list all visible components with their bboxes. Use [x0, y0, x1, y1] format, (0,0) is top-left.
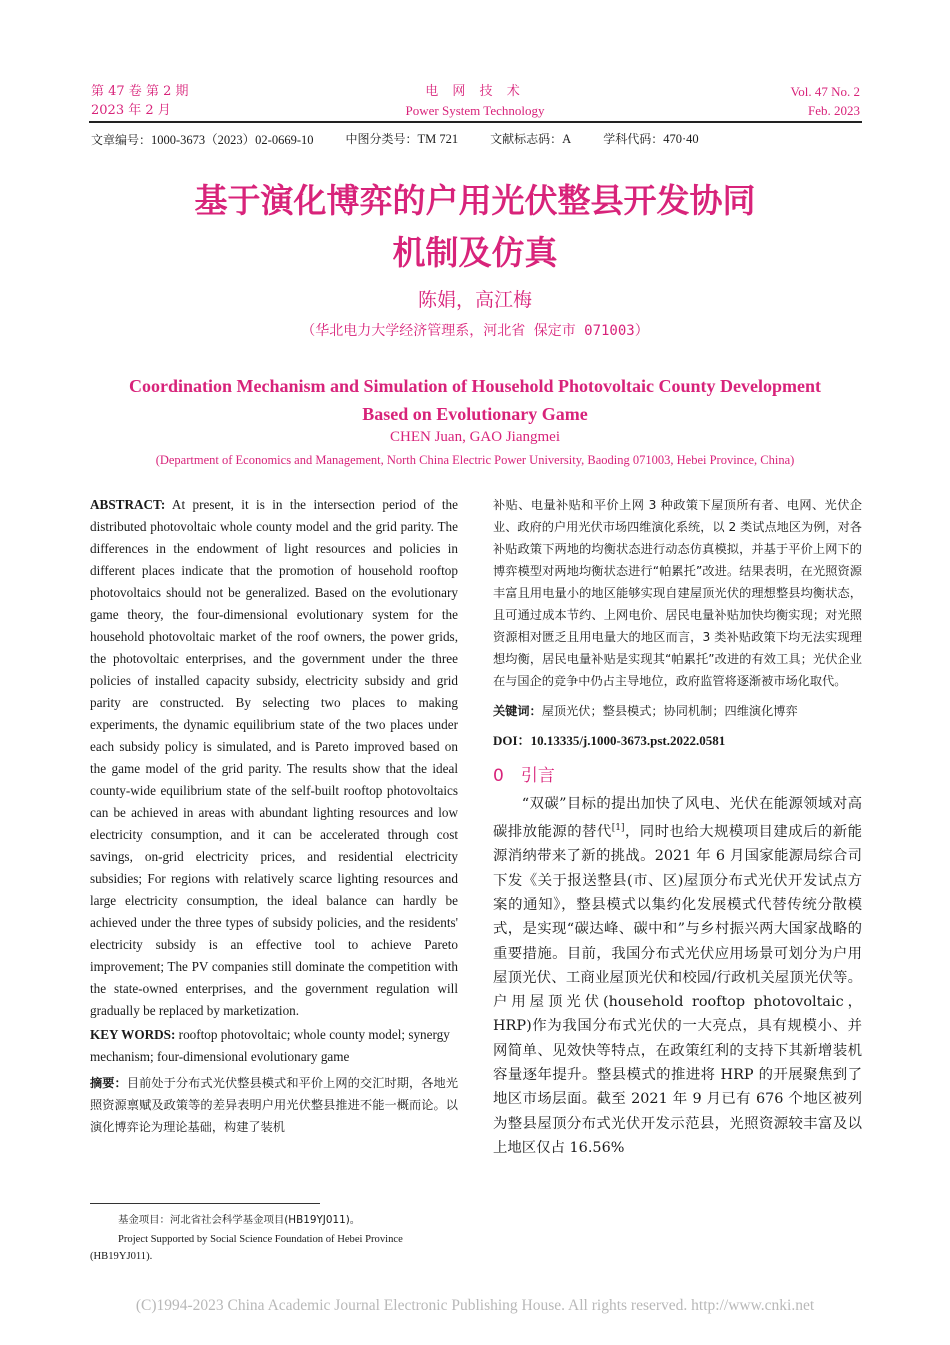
- abstract-cn-label: 摘要：: [90, 1076, 127, 1090]
- date-cn: 2023 年 2 月: [91, 103, 171, 118]
- left-column: [90, 494, 458, 1138]
- authors-en: CHEN Juan, GAO Jiangmei: [390, 429, 560, 445]
- doi-label: DOI：: [493, 733, 531, 748]
- section-heading-intro: 0 引言: [493, 766, 555, 786]
- keywords-cn: [493, 700, 862, 722]
- abstract-en-text: At present, it is in the intersection period of the distributed photovoltaic whole county model and the grid parity. The differences in the endowment of light resources and policies in different places indicate that the promotion of household rooftop photovoltaics should not be generalized. Based on the evolutionary game theory, the four-dimensional evolutionary system for the household photovoltaic market of the roof owners, the power grids, the photovoltaic enterprises, and the government under the three policies of installed capacity subsidy, electricity subsidy and grid parity are constructed. By selecting two places to making experiments, the dynamic equilibrium state of the two places under each subsidy policy is simulated, and is Pareto improved based on the game model of the grid parity. The results show that the ideal county-wide equilibrium state of the self-built rooftop photovoltaics can be achieved in areas with abundant lighting resources and low electricity consumption, and it can be accelerated through cost savings, on-grid electricity prices, and residential electricity subsidies; For regions with relatively scarce lighting resources and large electricity consumption, the ideal balance can hardly be achieved under the three types of subsidy policies, and the residents' electricity subsidy is an effective tool to achieve Pareto improvement; The PV companies still dominate the competition with the state-owned enterprises, and the government regulation will gradually be replaced by marketization.: [90, 497, 458, 1018]
- authors-cn: 陈娟，高江梅: [417, 289, 532, 311]
- copyright-watermark: (C)1994-2023 China Academic Journal Electronic Publishing House. All rights reserved. http://www.cnki.net: [135, 1297, 815, 1314]
- footnote-en: Project Supported by Social Science Foundation of Hebei Province (HB19YJ011).: [90, 1234, 403, 1262]
- keywords-en-label: KEY WORDS:: [90, 1027, 176, 1042]
- title-cn-line2: 机制及仿真: [392, 233, 558, 272]
- article-meta: [91, 130, 863, 148]
- subject-code: 学科代码：470·40: [603, 132, 699, 146]
- abstract-cn: [90, 1072, 458, 1138]
- footnote: [90, 1212, 458, 1265]
- keywords-en-text: rooftop photovoltaic; whole county model; synergy mechanism; four-dimensional evolutionary game: [90, 1027, 450, 1064]
- intro-text-2: ，同时也给大规模项目建成后的新能源消纳带来了新的挑战。2021 年 6 月国家能源局综合司下发《关于报送整县(市、区)屋顶分布式光伏开发试点方案的通知》，整县模式以集约化发展模式代替传统分散模式，是实现“碳达峰、碳中和”与乡村振兴两大国家战略的重要措施。目前，我国分布式光伏应用场景可划分为户用屋顶光伏、工商业屋顶光伏和校园/行政机关屋顶光伏等。户用屋顶光伏(household rooftop photovoltaic，HRP)作为我国分布式光伏的一大亮点，具有规模小、并网简单、见效快等特点，在政策红利的支持下其新增装机容量逐年提升。整县模式的推进将 HRP 的开展聚焦到了地区市场层面。截至 2021 年 9 月已有 676 个地区被列为整县屋顶分布式光伏开发示范县，光照资源较丰富及以上地区仅占 16.56%: [493, 824, 862, 1156]
- doc-code: 文献标志码：A: [490, 132, 572, 146]
- footnote-cn: 基金项目：河北省社会科学基金项目(HB19YJ011)。: [118, 1214, 361, 1226]
- keywords-cn-label: 关键词：: [493, 704, 542, 718]
- affiliation-cn: （华北电力大学经济管理系，河北省 保定市 071003）: [301, 323, 649, 339]
- date-en: Feb. 2023: [808, 103, 860, 118]
- title-en-line2: Based on Evolutionary Game: [362, 404, 588, 424]
- keywords-cn-text: 屋顶光伏；整县模式；协同机制；四维演化博弈: [541, 704, 798, 718]
- abstract-en-label: ABSTRACT:: [90, 497, 166, 512]
- vol-en: Vol. 47 No. 2: [790, 84, 860, 99]
- abstract-en: [90, 494, 458, 1022]
- keywords-en: [90, 1024, 458, 1068]
- doi: [493, 730, 862, 749]
- journal-name-en: Power System Technology: [405, 103, 545, 118]
- header-rule: [89, 121, 862, 123]
- article-number: 文章编号：1000-3673（2023）02-0669-10: [91, 133, 314, 147]
- abstract-cn-continued: 补贴、电量补贴和平价上网 3 种政策下屋顶所有者、电网、光伏企业、政府的户用光伏市场四维演化系统，以 2 类试点地区为例，对各补贴政策下两地的均衡状态进行动态仿真模拟，并基于平价上网下的博弈模型对两地均衡状态进行“帕累托”改进。结果表明，在光照资源丰富且用电量小的地区能够实现自建屋顶光伏的理想整县均衡状态，且可通过成本节约、上网电价、居民电量补贴加快均衡实现；对光照资源相对匮乏且用电量大的地区而言，3 类补贴政策下均无法实现理想均衡，居民电量补贴是实现其“帕累托”改进的有效工具；光伏企业在与国企的竞争中仍占主导地位，政府监管将逐渐被市场化取代。: [493, 498, 862, 688]
- header-vol-en-block: [791, 82, 860, 120]
- intro-text-1: “双碳”目标的提出加快了风电、光伏在能源领域对高碳排放能源的替代: [493, 796, 862, 841]
- footnote-rule: [90, 1203, 320, 1204]
- title-en-line1: Coordination Mechanism and Simulation of Household Photovoltaic County Development: [128, 376, 822, 396]
- citation-ref[interactable]: [1]: [611, 823, 625, 834]
- title-cn-line1: 基于演化博弈的户用光伏整县开发协同: [194, 181, 756, 220]
- right-column: [493, 494, 862, 1160]
- clc-number: 中图分类号：TM 721: [345, 132, 459, 146]
- doi-value[interactable]: 10.13335/j.1000-3673.pst.2022.0581: [530, 733, 726, 748]
- intro-paragraph: [493, 792, 862, 1160]
- title-cn: [0, 175, 950, 279]
- journal-name-cn: 电 网 技 术: [425, 84, 525, 99]
- title-en: [95, 372, 855, 428]
- affiliation-en: (Department of Economics and Management, North China Electric Power University, Baoding 071003, Hebei Province, China): [155, 453, 795, 467]
- abstract-cn-text-left: 目前处于分布式光伏整县模式和平价上网的交汇时期，各地光照资源禀赋及政策等的差异表明户用光伏整县推进不能一概而论。以演化博弈论为理论基础，构建了装机: [90, 1076, 459, 1134]
- volume-issue: 第 47 卷 第 2 期: [91, 84, 189, 99]
